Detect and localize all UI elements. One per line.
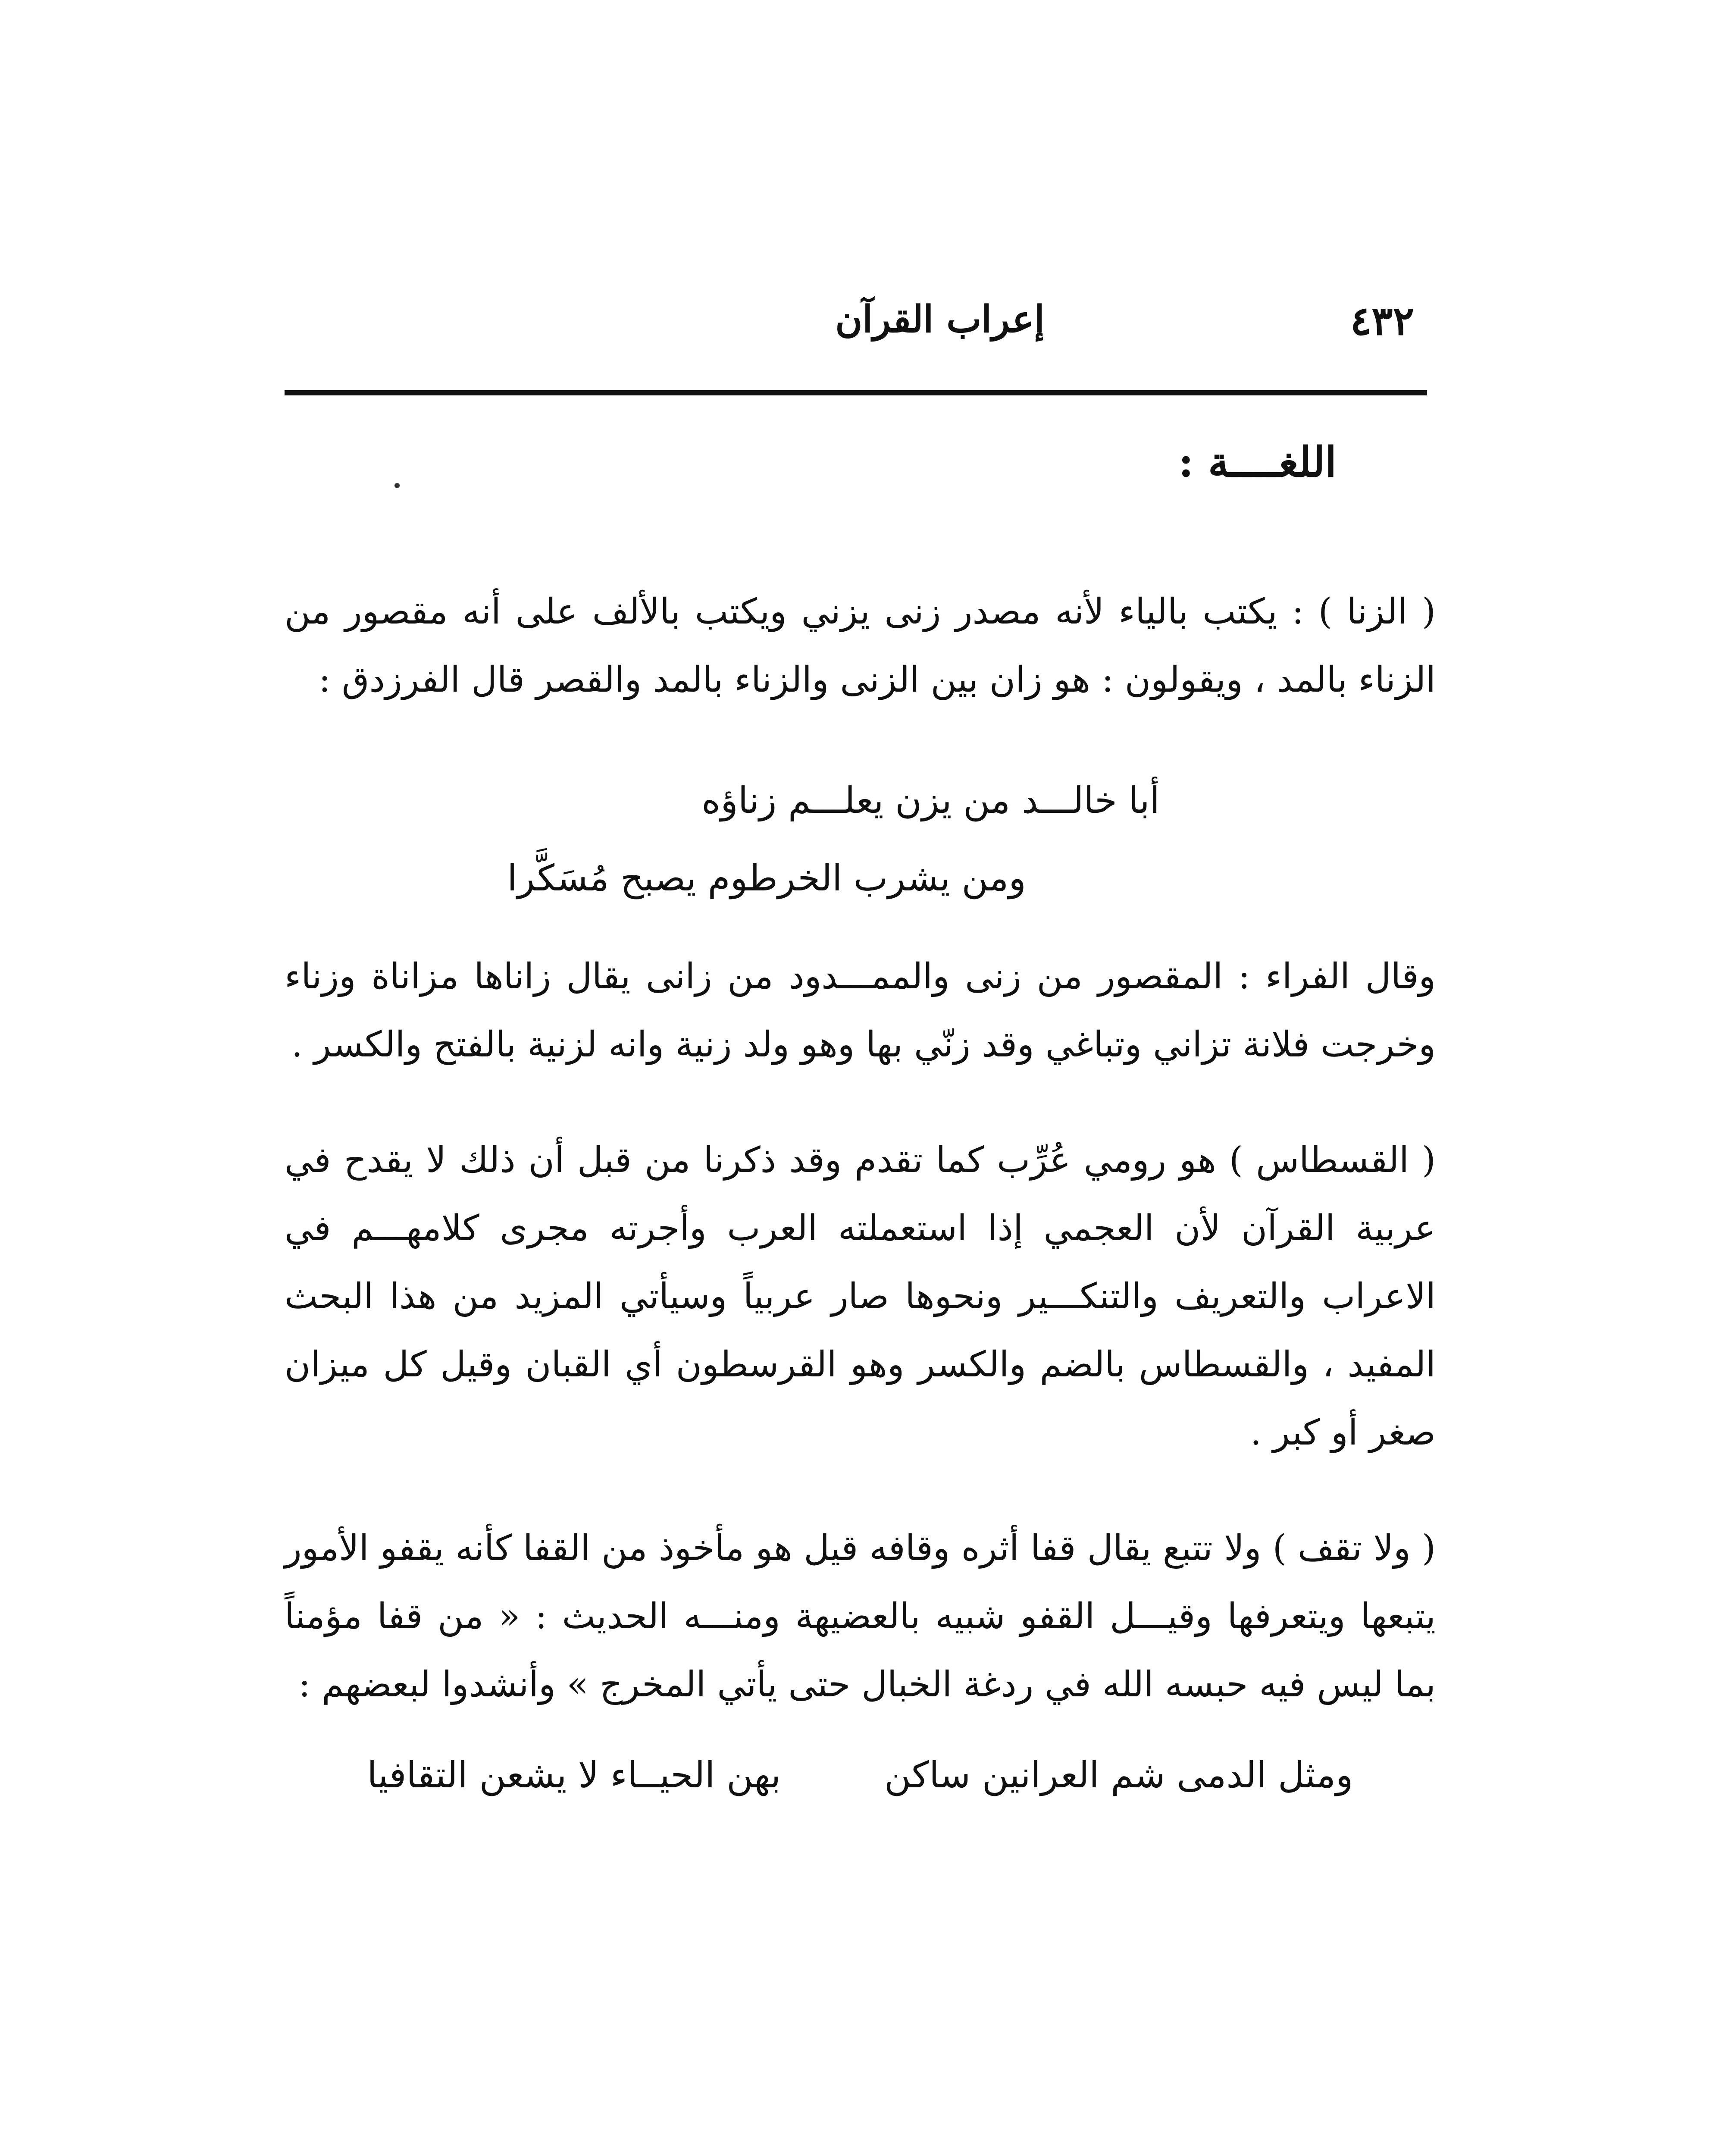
main-text <box>285 578 1436 1814</box>
verse-hemistich: ومن يشرب الخرطوم يصبح مُسَكَّرا <box>507 857 1026 899</box>
verse-closing <box>285 1736 1436 1814</box>
verse-hemistich: ومثل الدمى شم العرانين ساكن <box>884 1754 1353 1796</box>
running-title: إعراب القرآن <box>835 298 1045 341</box>
ink-dot <box>394 483 400 488</box>
paragraph-la-taqf: ( ولا تقف ) ولا تتبع يقال قفا أثره وقافه قيل هو مأخوذ من القفا كأنه يقفو الأمور يتبعها ويتعرفها وقيـــل القفو شبيه بالعضيهة ومنـــه الحديث : « من قفا مؤمناً بما ليس فيه حبسه الله في ردغة الخبال حتى يأتي المخرج » وأنشدوا لبعضهم : <box>285 1528 1436 1705</box>
header-rule <box>285 390 1427 395</box>
paragraph-qistas: ( القسطاس ) هو رومي عُرِّب كما تقدم وقد ذكرنا من قبل أن ذلك لا يقدح في عربية القرآن لأن العجمي إذا استعملته العرب وأجرته مجرى كلامهـــم في الاعراب والتعريف والتنكـــير ونحوها صار عربياً وسيأتي المزيد من هذا البحث المفيد ، والقسطاس بالضم والكسر وهو القرسطون أي القبان وقيل كل ميزان صغر أو كبر . <box>285 1140 1436 1453</box>
section-heading: اللغــــة : <box>1178 438 1337 486</box>
verse-farazdaq <box>285 761 1436 917</box>
verse-hemistich: أبا خالـــد من يزن يعلـــم زناؤه <box>701 779 1160 821</box>
page-number: ٤٣٢ <box>1350 298 1414 344</box>
paragraph-farra: وقال الفراء : المقصور من زنى والممـــدود من زانى يقال زاناها مزاناة وزناء وخرجت فلانة تزاني وتباغي وقد زنّي بها وهو ولد زنية وانه لزنية بالفتح والكسر . <box>285 956 1436 1065</box>
verse-hemistich: بهن الحيــاء لا يشعن التقافيا <box>367 1754 781 1796</box>
paragraph-zina: ( الزنا ) : يكتب بالياء لأنه مصدر زنى يزني ويكتب بالألف على أنه مقصور من الزناء بالمد ، ويقولون : هو زان بين الزنى والزناء بالمد والقصر قال الفرزدق : <box>285 591 1436 700</box>
page-header <box>280 298 1414 384</box>
